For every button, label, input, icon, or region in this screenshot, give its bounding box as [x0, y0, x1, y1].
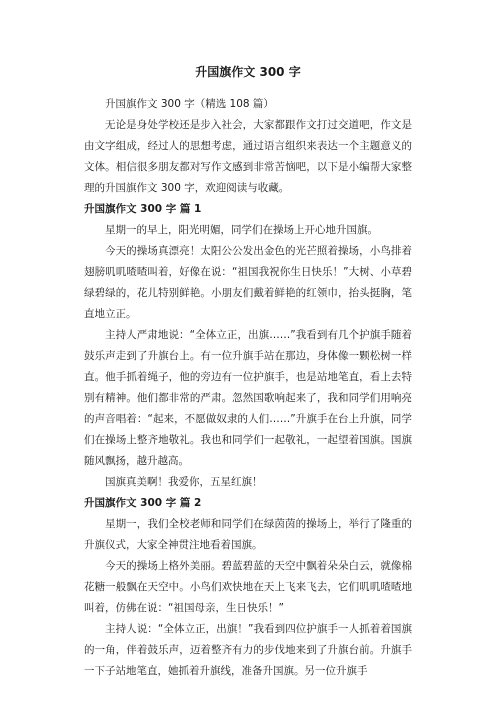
section-1-paragraph-4: 国旗真美啊！我爱你，五星红旗！ — [105, 476, 263, 488]
section-2-paragraph-1: 星期一，我们全校老师和同学们在绿茵茵的操场上，举行了隆重的升旗仪式，大家全神贯注地看着国旗。 — [84, 518, 412, 551]
section-heading-2: 升国旗作文 300 字 篇 2 — [84, 497, 202, 509]
section-1-paragraph-1: 星期一的早上，阳光明媚，同学们在操场上开心地升国旗。 — [105, 224, 378, 236]
section-heading-1: 升国旗作文 300 字 篇 1 — [84, 203, 202, 215]
section-1-paragraph-3: 主持人严肃地说：“全体立正，出旗……”我看到有几个护旗手随着鼓乐声走到了升旗台上。有一位升旗手站在那边，身体像一颗松树一样直。他手抓着绳子，他的旁边有一位护旗手，也是站地笔直，看上去特别有精神。他们都非常的严肃。忽然国歌响起来了，我和同学们用响亮的声音唱着：“起来，不愿做奴隶的人们……”升旗手在台上升旗，同学们在操场上整齐地敬礼。我也和同学们一起敬礼，一起望着国旗。国旗随风飘扬，越升越高。 — [84, 329, 412, 467]
section-2-paragraph-3: 主持人说：“全体立正，出旗！”我看到四位护旗手一人抓着着国旗的一角，伴着鼓乐声，迈着整齐有力的步伐地来到了升旗台前。升旗手一下子站地笔直，她抓着升旗线，准备升国旗。另一位升旗手 — [84, 623, 412, 677]
page-title: 升国旗作文 300 字 — [195, 65, 301, 79]
intro-paragraph: 无论是身处学校还是步入社会，大家都跟作文打过交道吧，作文是由文字组成，经过人的思想考虑，通过语言组织来表达一个主题意义的文体。相信很多朋友都对写作文感到非常苦恼吧，以下是小编帮大家整理的升国旗作文 300 字，欢迎阅读与收藏。 — [84, 119, 412, 194]
intro-subtitle: 升国旗作文 300 字（精选 108 篇） — [105, 98, 274, 110]
section-2-paragraph-2: 今天的操场上格外美丽。碧蓝碧蓝的天空中飘着朵朵白云，就像棉花糖一般飘在天空中。小鸟们欢快地在天上飞来飞去，它们叽叽喳喳地叫着，仿佛在说：“祖国母亲，生日快乐！” — [84, 560, 412, 614]
section-1-paragraph-2: 今天的操场真漂亮！太阳公公发出金色的光芒照着操场，小鸟排着翅膀叽叽喳喳叫着，好像在说：“祖国我祝你生日快乐！”大树、小草碧绿碧绿的，花儿特别鲜艳。小朋友们戴着鲜艳的红领巾，抬头挺胸，笔直地立正。 — [84, 245, 412, 320]
